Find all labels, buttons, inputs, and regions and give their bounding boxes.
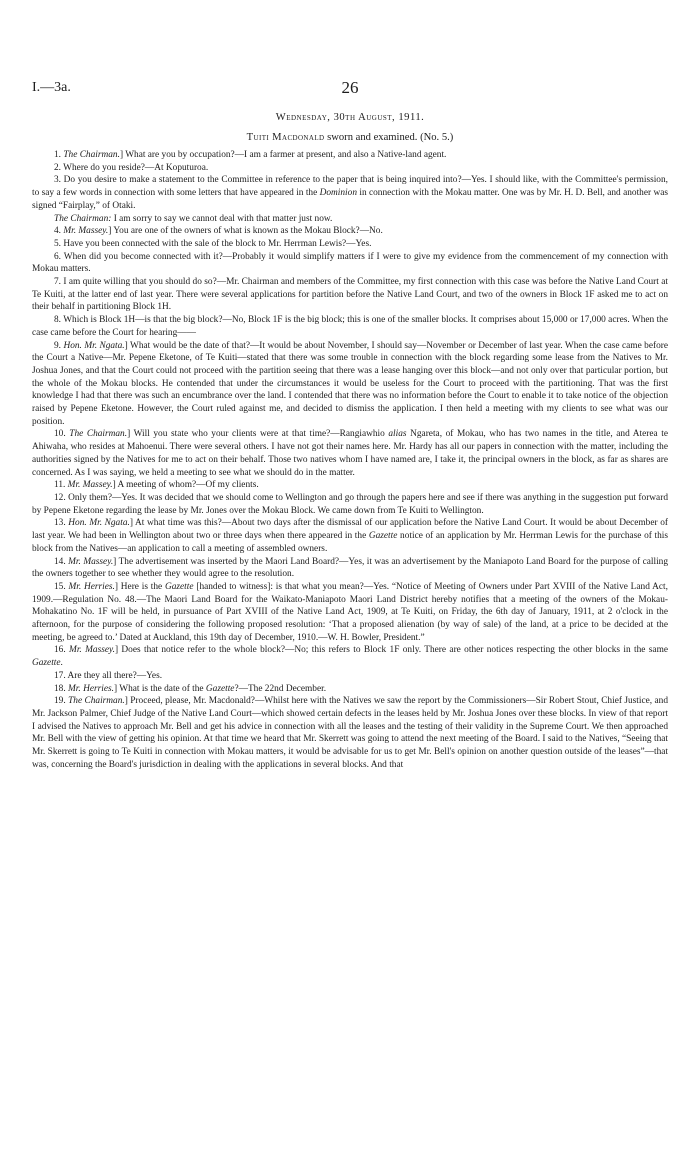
text-run: notice of an application by Mr. Herrman Lewis for the purchase of this block from the Natives—an application to call a meeting of assembled owners. bbox=[32, 531, 668, 554]
text-run: I am sorry to say we cannot deal with that matter just now. bbox=[111, 213, 333, 224]
page-header bbox=[32, 78, 668, 98]
text-run: 14. bbox=[54, 556, 69, 567]
text-run: ] You are one of the owners of what is known as the Mokau Block?—No. bbox=[108, 226, 383, 237]
text-run: 19. bbox=[54, 696, 69, 707]
italic-run: Mr. Massey. bbox=[68, 556, 114, 567]
text-run: 16. bbox=[54, 645, 70, 656]
italic-run: Gazette bbox=[368, 531, 398, 542]
testimony-paragraph bbox=[32, 276, 668, 314]
testimony-paragraph bbox=[32, 670, 668, 683]
testimony-paragraph bbox=[32, 225, 668, 238]
text-run: ] A meeting of whom?—Of my clients. bbox=[112, 480, 259, 491]
testimony-paragraph bbox=[32, 556, 668, 581]
text-run: 18. bbox=[54, 683, 69, 694]
text-run: 17. Are they all there?—Yes. bbox=[54, 670, 163, 681]
italic-run: Gazette bbox=[32, 658, 61, 669]
testimony-paragraph bbox=[32, 683, 668, 696]
testimony-paragraph bbox=[32, 492, 668, 517]
text-run: 11. bbox=[54, 480, 68, 491]
document-reference: I.—3a. bbox=[32, 80, 71, 95]
text-run: 15. bbox=[54, 581, 69, 592]
text-run: 2. Where do you reside?—At Koputuroa. bbox=[54, 162, 209, 173]
italic-run: Mr. Herries. bbox=[68, 683, 114, 694]
page-number: 26 bbox=[341, 78, 359, 97]
text-run: 6. When did you become connected with it?—Probably it would simplify matters if I were to give my evidence from the commencement of my connection with Mokau matters. bbox=[32, 251, 668, 275]
text-run: 7. I am quite willing that you should do so?—Mr. Chairman and members of the Committee, my first connection with this case was before the Native Land Court at Te Kuiti, at the latter end of last year. There were several applications for partition before the Native Land Court, and two of the owners in Block 1F asked me to act on their behalf in partitioning Block 1H. bbox=[32, 277, 668, 313]
witness-heading-text: sworn and examined. (No. 5.) bbox=[324, 132, 454, 143]
italic-run: Hon. Mr. Ngata. bbox=[68, 518, 130, 529]
witness-heading bbox=[32, 132, 668, 143]
testimony-paragraph bbox=[32, 581, 668, 645]
text-run: 9. bbox=[54, 340, 64, 351]
testimony-paragraph bbox=[32, 162, 668, 175]
text-run: 10. bbox=[54, 429, 70, 440]
session-date-heading: Wednesday, 30th August, 1911. bbox=[275, 112, 425, 123]
text-run: 3. Do you desire to make a statement to the Committee in reference to the paper that is being inquired into?—Yes. I should like, with the Committee's permission, to say a few words in connection with some letters that have appeared in the bbox=[32, 175, 668, 199]
testimony-paragraph bbox=[32, 644, 668, 669]
text-run: ] Will you state who your clients were at that time?—Rangiawhio bbox=[127, 429, 389, 440]
italic-run: Mr. Massey. bbox=[67, 480, 113, 491]
text-run: 4. bbox=[54, 226, 64, 237]
italic-run: Mr. Massey. bbox=[63, 226, 109, 237]
italic-run: The Chairman. bbox=[63, 150, 120, 160]
text-run: 5. Have you been connected with the sale of the block to Mr. Herrman Lewis?—Yes. bbox=[54, 238, 372, 249]
testimony-paragraph bbox=[32, 251, 668, 276]
testimony-paragraph bbox=[32, 238, 668, 251]
text-run: ] What is the date of the bbox=[113, 683, 206, 694]
text-run: 13. bbox=[54, 518, 69, 529]
text-run: [handed to witness]: is that what you mean?—Yes. “Notice of Meeting of Owners under Part XVIII of the Native Land Act, 1909.—Regulation No. 48.—The Maori Land Board for the Waikato-Maniapoto Maori Land District hereby notifies that a meeting of the owners of the Mokau-Mohakatino No. 1F will be held, in pursuance of Part XVIII of the Native Land Act, 1909, at Te Kuiti, on Friday, the 6th day of January, 1911, at 2 o'clock in the afternoon, for the purpose of considering the following proposed resolution: ‘That a proposed alienation (by way of sale) of the land, at a price to be decided at the meeting, be agreed to.’ Dated at Auckland, this 19th day of December, 1910.—W. H. Bowler, President.” bbox=[32, 581, 668, 643]
italic-run: Hon. Mr. Ngata. bbox=[63, 340, 125, 351]
text-run: Ngareta, of Mokau, who has two names in the title, and Aterea te Ahiwaha, who resides at Mahoenui. There were several others. I have not got their names here. Mr. Hardy has all our papers in connection with the matter, including the authorities signed by the Natives for me to act on their behalf. Those two natives whom I have named are, I take it, the principal owners in the block, as far as shares are concerned. As I was saying, we held a meeting to see what we should do in the matter. bbox=[32, 429, 668, 478]
testimony-paragraph bbox=[32, 479, 668, 492]
italic-run: Dominion bbox=[319, 188, 357, 199]
text-run: . bbox=[60, 658, 63, 669]
text-run: ] Proceed, please, Mr. Macdonald?—Whilst here with the Natives we saw the report by the Commissioners—Sir Robert Stout, Chief Justice, and Mr. Jackson Palmer, Chief Judge of the Native Land Court—which showed certain defects in the leases held by Mr. Joshua Jones over these blocks. In view of that report I advised the Natives to approach Mr. Bell and get his advice in connection with all the leases and the testing of their validity in the Supreme Court. We then approached Mr. Bell with the view of getting his opinion. At that time we heard that Mr. Skerrett was going to attend the next meeting of the Board. I said to the Natives, “Seeing that Mr. Skerrett is going to Te Kuiti in connection with Mokau matters, it would be advisable for us to get Mr. Bell's opinion on another question outside of the leases”—that was, concerning the Board's jurisdiction in dealing with the applications in several blocks. And that bbox=[32, 696, 668, 770]
italic-run: Mr. Massey. bbox=[69, 645, 115, 656]
testimony-paragraph bbox=[32, 340, 668, 429]
testimony-paragraph bbox=[32, 428, 668, 479]
text-run: ] What are you by occupation?—I am a farmer at present, and also a Native-land agent. bbox=[119, 150, 447, 160]
text-run: ] At what time was this?—About two days after the dismissal of our application before the Native Land Court. It would be about December of last year. We had been in Wellington about two or three days when there appeared in the bbox=[32, 518, 669, 542]
italic-run: The Chairman. bbox=[68, 696, 125, 707]
text-run: 1. bbox=[54, 150, 64, 160]
testimony-paragraph bbox=[32, 174, 668, 212]
text-run: ] Here is the bbox=[114, 581, 165, 592]
italic-run: The Chairman. bbox=[69, 429, 128, 440]
testimony-body bbox=[32, 149, 668, 771]
testimony-paragraph bbox=[32, 213, 668, 226]
testimony-paragraph bbox=[32, 314, 668, 339]
testimony-paragraph bbox=[32, 149, 668, 162]
text-run: 12. Only them?—Yes. It was decided that we should come to Wellington and go through the papers here and see if there was anything in the suggestion put forward by Pepene Eketone regarding the lease by Mr. Jones over the Mokau Block. We came down from Te Kuiti to Wellington. bbox=[32, 492, 668, 516]
text-run: in connection with the Mokau matter. One was by Mr. H. D. Bell, and another was signed “Fairplay,” of Otaki. bbox=[32, 188, 668, 211]
italic-run: Mr. Herries. bbox=[68, 581, 115, 592]
testimony-paragraph bbox=[32, 695, 668, 771]
text-run: ] What would be the date of that?—It would be about November, I should say—November or December of last year. When the case came before the Court a Native—Mr. Pepene Eketone, of Te Kuiti—stated that there was some trouble in connection with the block regarding some lease from the Natives to Mr. Joshua Jones, and that the Court could not proceed with the partition seeing that there was a lease hanging over this block—and not only over that particular portion, but the whole of the Mokau blocks. He contended that under the circumstances it would be useless for the Court to proceed with the partitioning. That was the first knowledge I had that there was such an encumbrance over the land. I contended that there was no information before the Court to enable it to take notice of the objection raised by Pepene Eketone. However, the Court ruled against me, and decided to dismiss the application. I then held a meeting with my clients to see what was our position. bbox=[32, 340, 669, 427]
italic-run: alias bbox=[388, 429, 407, 440]
italic-run: Gazette bbox=[164, 581, 194, 592]
witness-name: Tuiti Macdonald bbox=[246, 132, 325, 143]
text-run: 8. Which is Block 1H—is that the big block?—No, Block 1F is the big block; this is one of the smaller blocks. It comprises about 15,000 or 17,000 acres. When the case came before the Court for hearing—— bbox=[32, 315, 668, 338]
italic-run: Gazette bbox=[205, 683, 235, 694]
italic-run: The Chairman: bbox=[54, 213, 112, 224]
text-run: ] Does that notice refer to the whole block?—No; this refers to Block 1F only. There are other notices respecting the other blocks in the same bbox=[114, 645, 668, 656]
testimony-paragraph bbox=[32, 517, 668, 555]
text-run: ?—The 22nd December. bbox=[234, 683, 327, 694]
text-run: ] The advertisement was inserted by the Maori Land Board?—Yes, it was an advertisement by the Maniapoto Land Board for the purpose of calling the owners together to see whether they would agree to the resolution. bbox=[32, 556, 669, 580]
